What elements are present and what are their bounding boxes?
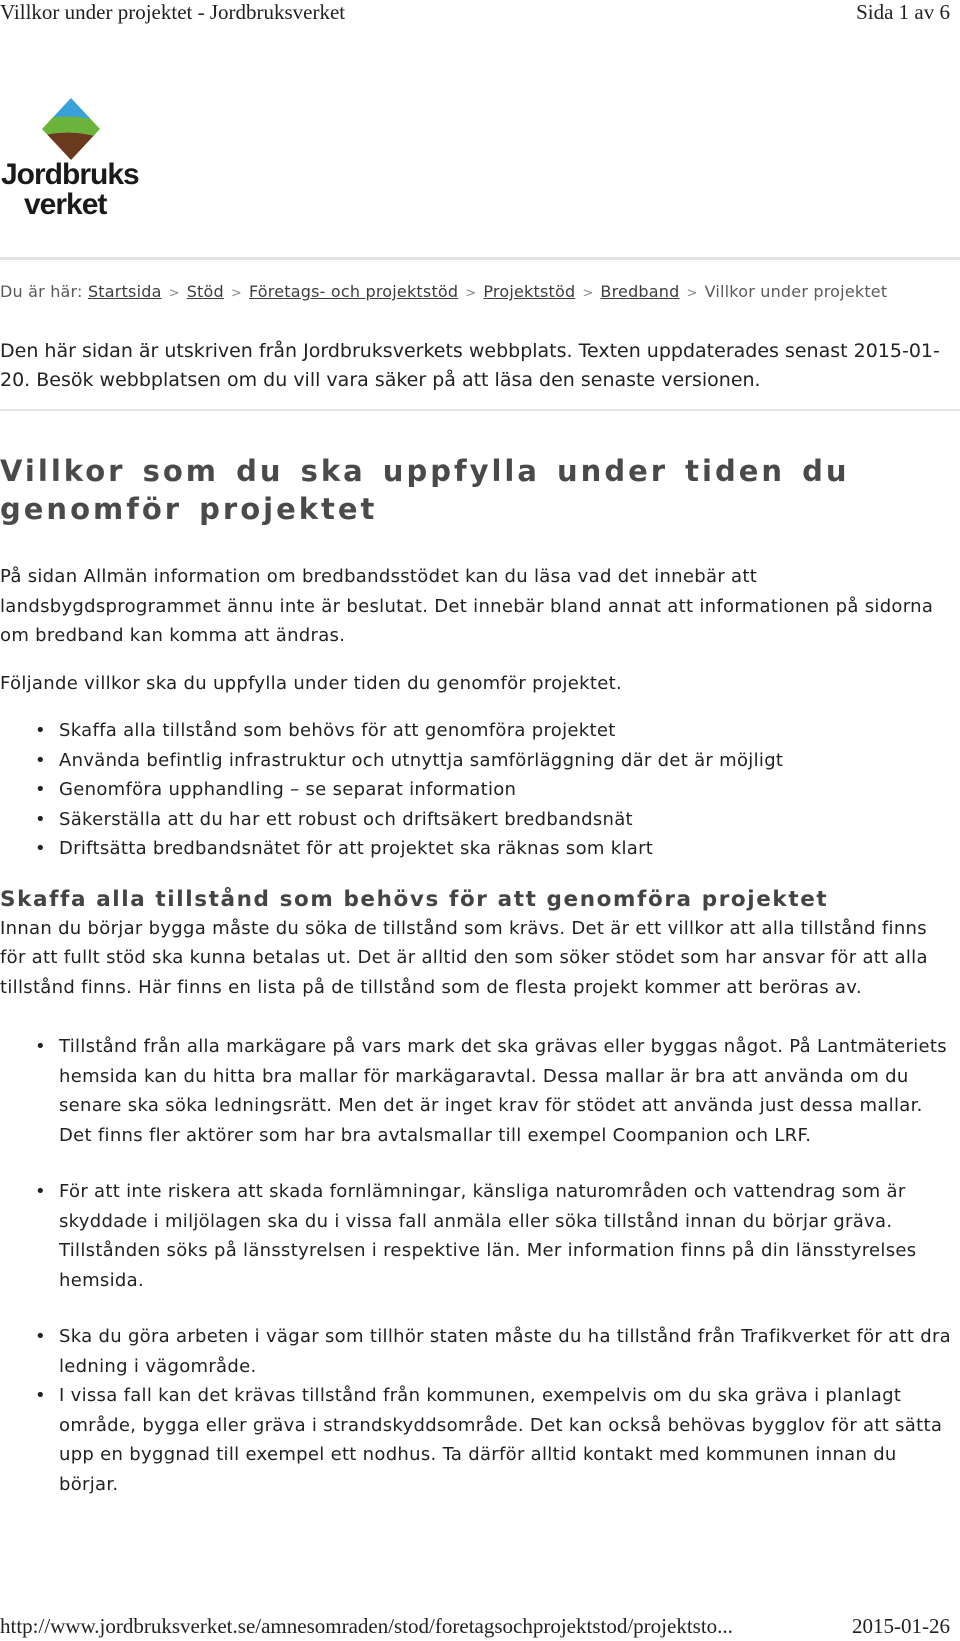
print-header — [0, 0, 960, 24]
breadcrumb-separator: > — [465, 286, 477, 301]
bullet-icon: • — [35, 749, 46, 771]
list-item — [0, 716, 955, 746]
list-item — [0, 834, 955, 864]
lead-paragraph: Följande villkor ska du uppfylla under tiden du genomför projektet. — [0, 672, 623, 694]
print-footer — [0, 1614, 960, 1641]
list-item — [0, 1322, 955, 1381]
breadcrumb-separator: > — [168, 286, 180, 301]
bullet-icon: • — [35, 808, 46, 830]
bullet-icon: • — [35, 779, 46, 800]
header-divider — [0, 257, 960, 260]
breadcrumb-prefix: Du är här: — [0, 282, 83, 301]
print-notice: Den här sidan är utskriven från Jordbruksverkets webbplats. Texten uppdaterades senast 2015-01-20. Besök webbplatsen om du vill vara säker på att läsa den senaste versionen. — [0, 340, 940, 391]
print-footer-url: http://www.jordbruksverket.se/amnesomraden/stod/foretagsochprojektstod/projektsto... — [0, 1614, 733, 1638]
page-title: Villkor som du ska uppfylla under tiden du genomför projektet — [0, 454, 850, 526]
list-item-text: Driftsätta bredbandsnätet för att projektet ska räknas som klart — [59, 838, 654, 859]
list-item-text: Säkerställa att du har ett robust och driftsäkert bredbandsnät — [59, 808, 633, 830]
breadcrumb-link-startsida[interactable]: Startsida — [87, 282, 162, 301]
list-item — [0, 1381, 955, 1499]
bullet-icon: • — [35, 838, 46, 859]
permits-list — [0, 1032, 955, 1499]
breadcrumb-link-projektstod[interactable]: Projektstöd — [483, 282, 576, 301]
breadcrumb — [0, 281, 950, 304]
list-item — [0, 1032, 955, 1150]
breadcrumb-separator: > — [686, 286, 698, 301]
breadcrumb-separator: > — [582, 286, 594, 301]
bullet-icon: • — [35, 1181, 46, 1202]
breadcrumb-link-bredband[interactable]: Bredband — [600, 282, 680, 301]
logo-text-line2: verket — [24, 188, 107, 221]
breadcrumb-current: Villkor under projektet — [704, 282, 888, 301]
main-content — [0, 452, 955, 1499]
list-item-text: Tillstånd från alla markägare på vars mark det ska grävas eller byggas något. På Lantmäteriets hemsida kan du hitta bra mallar för markägaravtal. Dessa mallar är bra att använda om du senare ska söka ledningsrätt. Men det är inget krav för stödet att använda just dessa mallar. Det finns fler aktörer som har bra avtalsmallar till exempel Coompanion och LRF. — [59, 1036, 947, 1146]
list-item-text: Ska du göra arbeten i vägar som tillhör staten måste du ha tillstånd från Trafikverket för att dra ledning i vägområde. — [59, 1326, 951, 1377]
breadcrumb-link-foretags-och-projektstod[interactable]: Företags- och projektstöd — [248, 282, 459, 301]
list-item — [0, 805, 955, 835]
print-header-title: Villkor under projektet - Jordbruksverket — [0, 0, 346, 24]
bullet-icon: • — [35, 1326, 46, 1347]
section-heading-permits: Skaffa alla tillstånd som behövs för att genomföra projektet — [0, 886, 829, 912]
list-item-text: För att inte riskera att skada fornlämningar, känsliga naturområden och vattendrag som är skyddade i miljölagen ska du i vissa fall anmäla eller söka tillstånd innan du börjar gräva. Tillstånden söks på länsstyrelsen i respektive län. Mer information finns på din länsstyrelses hemsida. — [59, 1181, 917, 1291]
list-item-text: I vissa fall kan det krävas tillstånd från kommunen, exempelvis om du ska gräva i planlagt område, bygga eller gräva i strandskyddsområde. Det kan också behövas bygglov för att sätta upp en byggnad till exempel ett nodhus. Ta därför alltid kontakt med kommunen innan du börjar. — [59, 1385, 943, 1495]
list-item-text: Genomföra upphandling – se separat information — [59, 779, 517, 800]
logo-soil-band — [40, 132, 102, 160]
bullet-icon: • — [35, 720, 46, 741]
list-item — [0, 775, 955, 805]
list-item — [0, 1177, 955, 1295]
permits-paragraph: Innan du börjar bygga måste du söka de tillstånd som krävs. Det är ett villkor att alla tillstånd finns för att fullt stöd ska kunna betalas ut. Det är alltid den som söker stödet som har ansvar för att alla tillstånd finns. Här finns en lista på de tillstånd som de flesta projekt kommer att beröras av. — [0, 917, 928, 998]
bullet-icon: • — [35, 1385, 46, 1406]
list-item — [0, 746, 955, 776]
bullet-icon: • — [35, 1036, 46, 1057]
print-header-page: Sida 1 av 6 — [856, 0, 950, 24]
conditions-list — [0, 716, 955, 864]
logo-text-line1: Jordbruks — [1, 158, 139, 191]
breadcrumb-link-stod[interactable]: Stöd — [186, 282, 224, 301]
intro-paragraph: På sidan Allmän information om bredbandsstödet kan du läsa vad det innebär att landsbygdsprogrammet ännu inte är beslutat. Det innebär bland annat att informationen på sidorna om bredband kan komma att ändras. — [0, 566, 934, 646]
notice-divider — [0, 409, 960, 411]
breadcrumb-separator: > — [230, 286, 242, 301]
logo-icon — [0, 98, 150, 222]
list-item-text: Använda befintlig infrastruktur och utnyttja samförläggning där det är möjligt — [59, 749, 784, 771]
print-footer-date: 2015-01-26 — [852, 1614, 950, 1638]
jordbruksverket-logo[interactable] — [0, 98, 150, 222]
list-item-text: Skaffa alla tillstånd som behövs för att genomföra projektet — [59, 720, 616, 741]
